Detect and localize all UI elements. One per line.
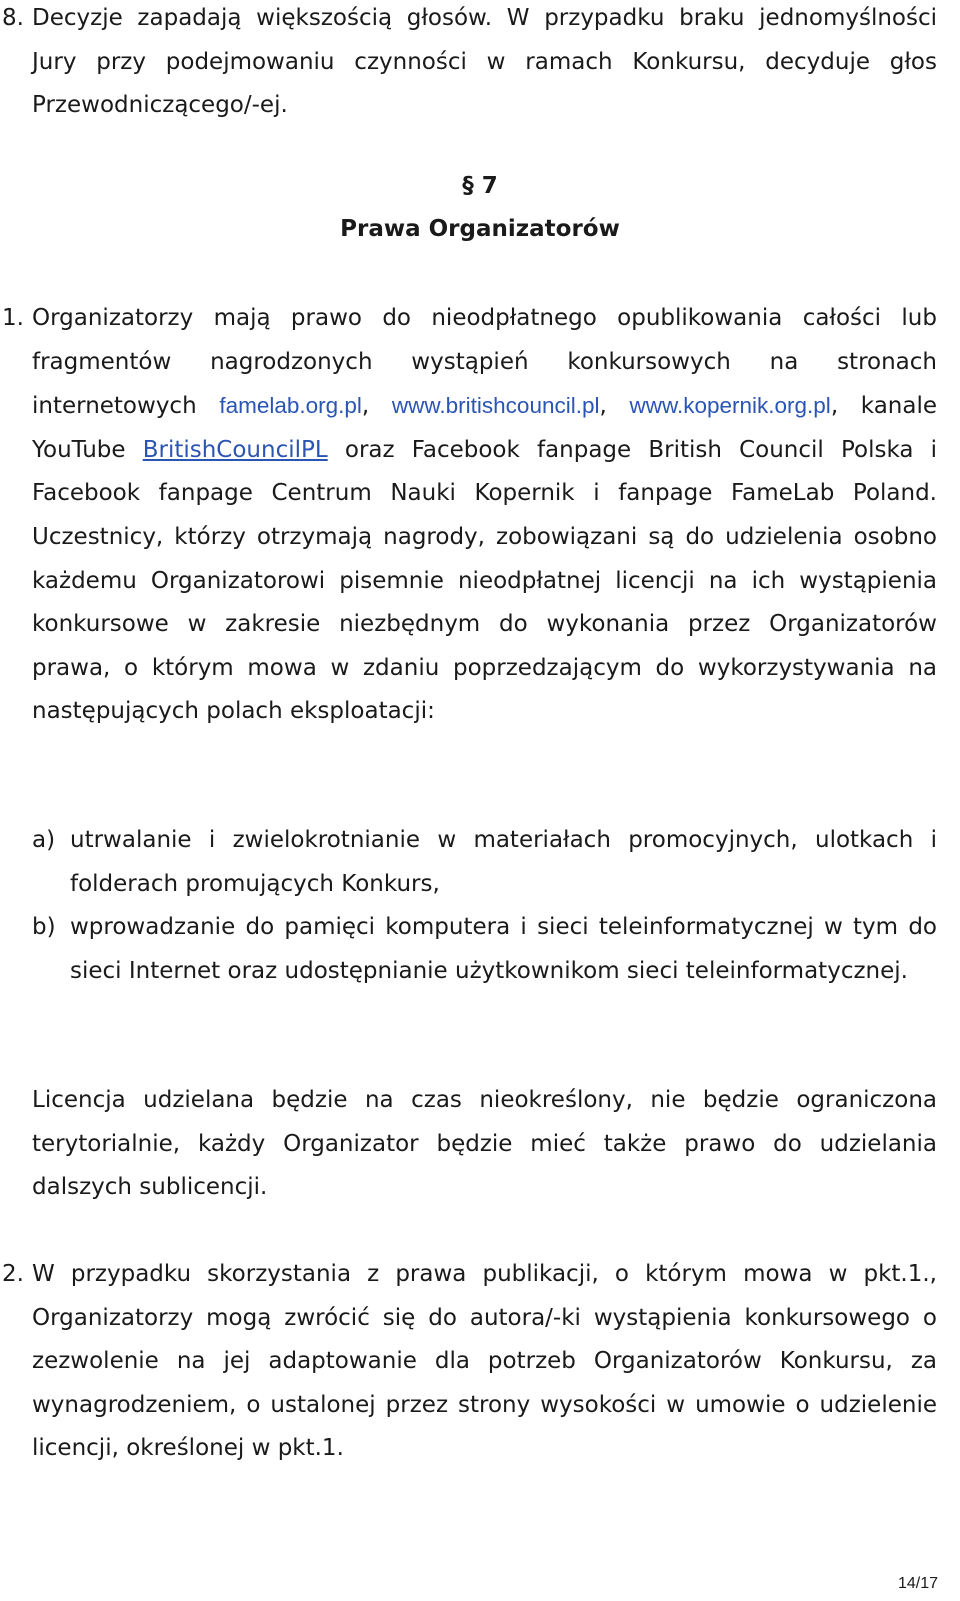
separator-youtube: , kanale YouTube [32, 393, 938, 463]
list-label: a) [32, 827, 56, 853]
separator: , [599, 393, 607, 420]
paragraph-number-2: 2. [2, 1261, 24, 1287]
link-kopernik[interactable]: www.kopernik.org.pl [629, 393, 831, 419]
list-text: wprowadzanie do pamięci komputera i sieci teleinformatycznej w tym do sieci Internet oraz udostępnianie użytkownikom sieci teleinformatycznej. [70, 914, 937, 984]
separator: , [361, 393, 370, 420]
paragraph-2: W przypadku skorzystania z prawa publikacji, o którym mowa w pkt.1., Organizatorzy mogą zwrócić się do autora/-ki wystąpienia konkursowego o zezwolenie na jej adaptowanie dla potrzeb Organizatorów Konkursu, za wynagrodzeniem, o ustalonej przez strony wysokości w umowie o udzielenie licencji, określonej w pkt.1. [32, 1261, 937, 1462]
list-item-b [32, 906, 937, 993]
paragraph-1-rest: oraz Facebook fanpage British Council Polska i Facebook fanpage Centrum Nauki Kopernik i fanpage FameLab Poland. Uczestnicy, którzy otrzymają nagrody, zobowiązani są do udzielenia osobno każdemu Organizatorowi pisemnie nieodpłatnej licencji na ich wystąpienia konkursowe w zakresie niezbędnym do wykonania przez Organizatorów prawa, o którym mowa w zdaniu poprzedzającym do wykorzystywania na następujących polach eksploatacji: [32, 436, 938, 725]
paragraph-number-1: 1. [2, 305, 24, 331]
paragraph-1-intro: Organizatorzy mają prawo do nieodpłatnego opublikowania całości lub fragmentów nagrodzonych wystąpień konkursowych na stronach internetowych [32, 305, 937, 420]
list-text: utrwalanie i zwielokrotnianie w materiałach promocyjnych, ulotkach i folderach promujących Konkurs, [70, 827, 937, 897]
link-youtube-britishcouncilpl[interactable]: BritishCouncilPL [142, 436, 328, 463]
list-label: b) [32, 914, 56, 940]
paragraph-1 [32, 297, 937, 734]
link-famelab[interactable]: famelab.org.pl [219, 393, 362, 419]
section-title: Prawa Organizatorów [340, 216, 620, 242]
paragraph-number-8: 8. [2, 5, 24, 31]
paragraph-8: Decyzje zapadają większością głosów. W przypadku braku jednomyślności Jury przy podejmowaniu czynności w ramach Konkursu, decyduje głos Przewodniczącego/-ej. [32, 5, 937, 119]
section-number: § 7 [462, 173, 498, 199]
link-britishcouncil[interactable]: www.britishcouncil.pl [391, 393, 600, 419]
list-item-a [32, 819, 937, 906]
licence-paragraph: Licencja udzielana będzie na czas nieokreślony, nie będzie ograniczona terytorialnie, każdy Organizator będzie mieć także prawo do udzielania dalszych sublicencji. [32, 1087, 937, 1201]
page-number: 14/17 [897, 1575, 938, 1592]
